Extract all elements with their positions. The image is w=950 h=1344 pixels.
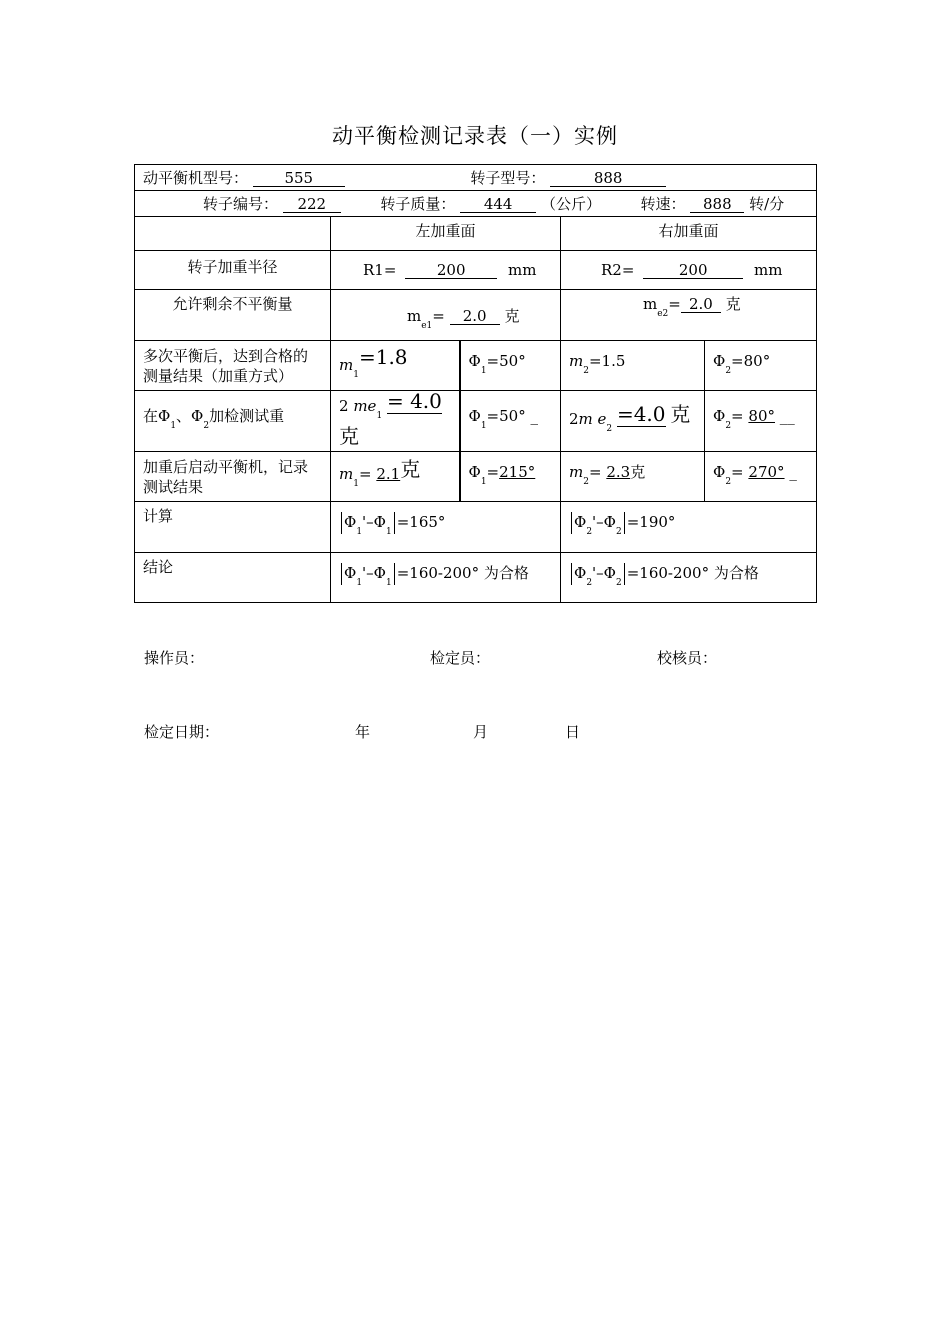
- test-weight-left-value: = 4.0: [386, 389, 442, 413]
- test-weight-left-unit: 克: [339, 424, 359, 448]
- calc-left-sub2: 1: [385, 527, 392, 537]
- test-weight-left-prefix: 2: [339, 397, 349, 415]
- allowed-right-cell: [561, 290, 817, 341]
- after-m1-symbol: m: [339, 465, 354, 483]
- after-m1-eq: =: [358, 465, 372, 483]
- result-m2-cell: [561, 341, 705, 391]
- calc-left-minus-phi: '–Φ: [362, 513, 386, 531]
- after-label: [135, 452, 331, 502]
- abs-bar-icon: [624, 512, 625, 534]
- allowed-right-value: 2.0: [681, 296, 721, 313]
- test-weight-phi1-sub: 1: [480, 421, 487, 431]
- allowed-left-value: 2.0: [450, 308, 500, 325]
- calc-label: 计算: [135, 502, 331, 553]
- rotor-mass-unit: （公斤）: [540, 194, 601, 213]
- allowed-right-unit: 克: [725, 295, 741, 313]
- verify-date-label: 检定日期：: [144, 723, 220, 741]
- test-weight-right-cell: [561, 391, 705, 452]
- speed-label: 转速：: [640, 194, 686, 213]
- after-phi1-value: 215°: [499, 462, 536, 481]
- allowed-left-m: m: [407, 307, 422, 325]
- rotor-number-value: 222: [283, 196, 341, 213]
- test-weight-right-unit: 克: [670, 401, 691, 426]
- result-phi2-cell: [705, 341, 817, 391]
- conclusion-left-cell: [331, 553, 561, 603]
- calc-right-value: =190°: [626, 513, 676, 531]
- after-label-line2: 测试结果: [143, 477, 204, 496]
- result-label-line1: 多次平衡后，达到合格的: [143, 346, 309, 365]
- operator-label: 操作员：: [144, 649, 205, 667]
- after-label-line1: 加重后启动平衡机，记录: [143, 457, 309, 476]
- after-m2-value: 2.3: [606, 462, 631, 481]
- speed-value: 888: [690, 196, 744, 213]
- conclusion-right-value: =160-200° 为合格: [626, 563, 759, 582]
- conclusion-left-sub1: 1: [356, 577, 363, 588]
- after-m2-eq: =: [588, 462, 602, 481]
- date-year: 年: [355, 723, 371, 741]
- test-weight-right-prefix: 2: [569, 409, 579, 428]
- calc-right-sub1: 2: [586, 527, 593, 537]
- after-phi1-cell: [460, 452, 561, 502]
- radius-right-prefix: R2=: [601, 261, 635, 279]
- after-phi1-sub: 1: [480, 476, 487, 487]
- radius-left-prefix: R1=: [363, 261, 397, 279]
- radius-left-value: 200: [405, 262, 497, 279]
- after-m1-unit: 克: [400, 457, 421, 481]
- after-m2-symbol: m: [569, 462, 584, 481]
- allowed-left-cell: [331, 290, 561, 341]
- result-m1-cell: [331, 341, 460, 391]
- result-m2-value: =1.5: [588, 351, 626, 370]
- rotor-mass-value: 444: [460, 196, 536, 213]
- allowed-label: 允许剩余不平衡量: [135, 290, 331, 341]
- column-header-row: [135, 217, 817, 251]
- after-phi2-eq: =: [731, 462, 744, 481]
- abs-bar-icon: [571, 512, 572, 534]
- test-weight-phi1-tail: _: [530, 407, 538, 425]
- test-weight-phi2-symbol: Φ: [713, 407, 726, 425]
- test-weight-right-me: m e: [578, 409, 607, 428]
- after-phi1-symbol: Φ: [468, 462, 481, 481]
- after-phi2-symbol: Φ: [713, 462, 726, 481]
- date-day: 日: [565, 723, 581, 741]
- test-weight-label-a: 在Φ: [143, 407, 171, 425]
- result-m1-value: =1.8: [358, 344, 408, 369]
- calc-left-phi: Φ: [344, 513, 357, 531]
- abs-bar-icon: [394, 512, 395, 534]
- test-weight-right-value: =4.0: [616, 401, 666, 426]
- test-weight-left-me: me: [353, 397, 377, 415]
- header-cell-2: [135, 191, 817, 217]
- test-weight-left-cell: [331, 391, 460, 452]
- calc-left-value: =165°: [396, 513, 446, 531]
- conclusion-right-phi: Φ: [574, 563, 587, 582]
- radius-left-cell: [331, 251, 561, 290]
- balance-record-table: [134, 164, 817, 603]
- result-phi2-value: =80°: [731, 351, 771, 370]
- result-phi1-cell: [460, 341, 561, 391]
- calc-right-phi: Φ: [574, 513, 587, 531]
- after-m1-value: 2.1: [376, 465, 401, 483]
- test-weight-phi1-value: =50°: [486, 407, 526, 425]
- conclusion-row: [135, 553, 817, 603]
- conclusion-right-minus-phi: '–Φ: [592, 563, 616, 582]
- conclusion-left-value: =160-200° 为合格: [396, 563, 529, 582]
- rotor-model-label: 转子型号：: [470, 168, 546, 187]
- right-plane-header: 右加重面: [561, 217, 817, 251]
- checker-label: 校核员：: [657, 649, 718, 667]
- allowed-right-sub: e2: [657, 309, 669, 319]
- test-weight-label-sub2: 2: [203, 421, 210, 431]
- after-phi2-cell: [705, 452, 817, 502]
- allowed-right-m: m: [643, 295, 658, 313]
- rotor-model-value: 888: [550, 170, 666, 187]
- result-m1-symbol: m: [339, 355, 354, 374]
- after-m1-sub: 1: [353, 479, 359, 489]
- result-phi2-sub: 2: [725, 365, 732, 376]
- machine-model-value: 555: [253, 170, 345, 187]
- radius-right-value: 200: [643, 262, 743, 279]
- result-phi2-symbol: Φ: [713, 351, 726, 370]
- calc-left-cell: [331, 502, 561, 553]
- test-weight-phi1-cell: [460, 391, 561, 452]
- result-phi1-value: =50°: [486, 351, 526, 370]
- test-weight-phi1-symbol: Φ: [468, 407, 481, 425]
- after-m1-cell: [331, 452, 460, 502]
- result-label-line2: 测量结果（加重方式）: [143, 366, 294, 385]
- after-phi2-sub: 2: [725, 476, 732, 487]
- test-weight-row: [135, 391, 817, 452]
- after-row: [135, 452, 817, 502]
- result-m1-sub: 1: [353, 369, 359, 380]
- conclusion-left-phi: Φ: [344, 563, 357, 582]
- abs-bar-icon: [341, 512, 342, 534]
- test-weight-label-b: 、Φ: [176, 407, 204, 425]
- page-title: 动平衡检测记录表（一）实例: [332, 124, 618, 148]
- conclusion-left-minus-phi: '–Φ: [362, 563, 386, 582]
- result-phi1-symbol: Φ: [468, 351, 481, 370]
- abs-bar-icon: [571, 563, 572, 585]
- radius-label: 转子加重半径: [135, 251, 331, 290]
- test-weight-left-sub: 1: [376, 411, 383, 421]
- after-phi2-tail: _: [789, 462, 797, 481]
- after-m2-cell: [561, 452, 705, 502]
- empty-header-cell: [135, 217, 331, 251]
- conclusion-label: 结论: [135, 553, 331, 603]
- test-weight-phi2-sub: 2: [725, 421, 732, 431]
- conclusion-left-sub2: 1: [385, 577, 392, 588]
- calc-right-cell: [561, 502, 817, 553]
- abs-bar-icon: [394, 563, 395, 585]
- calc-row: [135, 502, 817, 553]
- result-row: [135, 341, 817, 391]
- left-plane-header: 左加重面: [331, 217, 561, 251]
- test-weight-phi2-value: 80°: [748, 407, 775, 425]
- speed-unit: 转/分: [749, 194, 785, 213]
- after-m2-sub: 2: [583, 476, 589, 487]
- result-phi1-sub: 1: [480, 365, 487, 376]
- calc-right-sub2: 2: [615, 527, 622, 537]
- verifier-label: 检定员：: [430, 649, 491, 667]
- result-m2-sub: 2: [583, 365, 589, 376]
- radius-right-unit: mm: [753, 261, 783, 279]
- conclusion-right-sub1: 2: [586, 577, 593, 588]
- allowed-row: [135, 290, 817, 341]
- test-weight-right-sub: 2: [606, 423, 613, 434]
- abs-bar-icon: [624, 563, 625, 585]
- machine-model-label: 动平衡机型号：: [143, 168, 249, 187]
- allowed-right-eq: =: [668, 295, 681, 313]
- after-m2-unit: 克: [630, 462, 646, 481]
- rotor-number-label: 转子编号：: [203, 194, 279, 213]
- test-weight-phi2-eq: =: [731, 407, 744, 425]
- calc-left-sub1: 1: [356, 527, 363, 537]
- header-row-1: [135, 165, 817, 191]
- rotor-mass-label: 转子质量：: [380, 194, 456, 213]
- header-row-2: [135, 191, 817, 217]
- test-weight-label-sub1: 1: [170, 421, 177, 431]
- after-phi1-eq: =: [486, 462, 500, 481]
- conclusion-right-cell: [561, 553, 817, 603]
- allowed-left-unit: 克: [504, 307, 520, 325]
- conclusion-right-sub2: 2: [615, 577, 622, 588]
- result-m2-symbol: m: [569, 351, 584, 370]
- after-phi2-value: 270°: [748, 462, 785, 481]
- calc-right-minus-phi: '–Φ: [592, 513, 616, 531]
- allowed-left-eq: =: [432, 307, 445, 325]
- test-weight-phi2-cell: [705, 391, 817, 452]
- test-weight-label: [135, 391, 331, 452]
- radius-left-unit: mm: [507, 261, 537, 279]
- test-weight-label-c: 加检测试重: [209, 407, 285, 425]
- result-label: [135, 341, 331, 391]
- radius-right-cell: [561, 251, 817, 290]
- header-cell-1: [135, 165, 817, 191]
- radius-row: [135, 251, 817, 290]
- abs-bar-icon: [341, 563, 342, 585]
- date-month: 月: [473, 723, 489, 741]
- test-weight-phi2-tail: __: [779, 407, 795, 425]
- allowed-left-sub: e1: [421, 321, 433, 331]
